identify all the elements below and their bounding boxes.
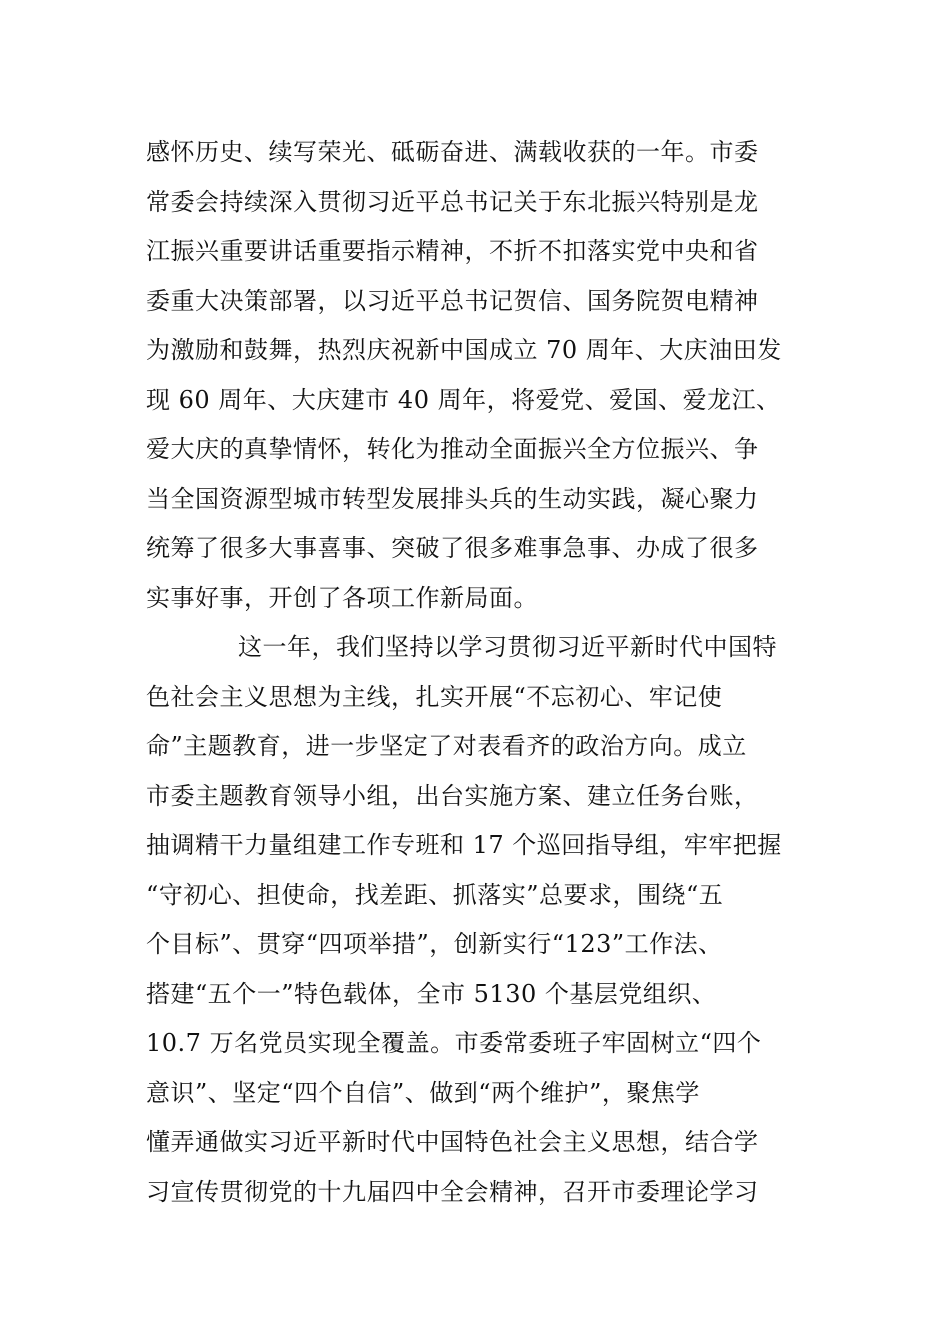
text-line: 统筹了很多大事喜事、突破了很多难事急事、办成了很多 — [146, 534, 759, 562]
text-line: 江振兴重要讲话重要指示精神，不折不扣落实党中央和省 — [146, 237, 759, 265]
text-line: 感怀历史、续写荣光、砥砺奋进、满载收获的一年。市委 — [146, 138, 759, 166]
paragraph-1 — [146, 128, 816, 623]
text-line: 搭建“五个一”特色载体，全市 5130 个基层党组织、 — [146, 979, 717, 1008]
text-line-indented: 这一年，我们坚持以学习贯彻习近平新时代中国特 — [238, 633, 777, 661]
text-line: 实事好事，开创了各项工作新局面。 — [146, 583, 538, 612]
text-line: 习宣传贯彻党的十九届四中全会精神，召开市委理论学习 — [146, 1177, 759, 1206]
text-line: 命”主题教育，进一步坚定了对表看齐的政治方向。成立 — [146, 732, 747, 760]
text-line: 意识”、坚定“四个自信”、做到“两个维护”，聚焦学 — [146, 1078, 700, 1107]
text-line: 委重大决策部署，以习近平总书记贺信、国务院贺电精神 — [146, 286, 759, 315]
text-line: 市委主题教育领导小组，出台实施方案、建立任务台账， — [146, 781, 759, 810]
paragraph-2 — [146, 623, 816, 1217]
text-line: “守初心、担使命，找差距、抓落实”总要求，围绕“五 — [146, 880, 724, 909]
text-line: 常委会持续深入贯彻习近平总书记关于东北振兴特别是龙 — [146, 187, 759, 216]
text-line: 个目标”、贯穿“四项举措”，创新实行“123”工作法、 — [146, 930, 723, 958]
text-line: 为激励和鼓舞，热烈庆祝新中国成立 70 周年、大庆油田发 — [146, 336, 782, 364]
text-line: 色社会主义思想为主线，扎实开展“不忘初心、牢记使 — [146, 682, 723, 711]
text-line: 当全国资源型城市转型发展排头兵的生动实践，凝心聚力 — [146, 484, 759, 513]
text-line: 懂弄通做实习近平新时代中国特色社会主义思想，结合学 — [146, 1128, 759, 1156]
text-line: 10.7 万名党员实现全覆盖。市委常委班子牢固树立“四个 — [146, 1029, 762, 1057]
text-line: 爱大庆的真挚情怀，转化为推动全面振兴全方位振兴、争 — [146, 435, 759, 463]
text-line: 抽调精干力量组建工作专班和 17 个巡回指导组，牢牢把握 — [146, 831, 782, 859]
text-line: 现 60 周年、大庆建市 40 周年，将爱党、爱国、爱龙江、 — [146, 385, 781, 414]
